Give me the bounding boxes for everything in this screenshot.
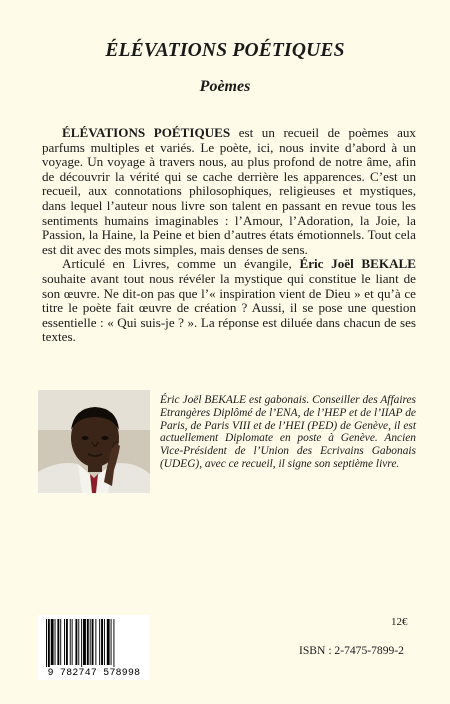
- barcode: [38, 615, 150, 675]
- barcode-bar: [64, 619, 65, 665]
- barcode-bar: [70, 619, 71, 665]
- blurb-paragraph-1: [42, 126, 416, 257]
- blurb-paragraph-2-lead: Articulé en Livres, comme un évangile,: [62, 256, 300, 272]
- barcode-bar: [101, 619, 103, 665]
- barcode-bar: [90, 619, 91, 665]
- barcode-bar: [78, 619, 79, 665]
- barcode-bar: [72, 619, 73, 665]
- isbn-number: ISBN : 2-7475-7899-2: [299, 644, 404, 657]
- barcode-bars: [38, 615, 150, 669]
- barcode-bar: [60, 619, 61, 665]
- author-bio: Éric Joël BEKALE est gabonais. Conseiller des Affaires Etrangères Diplômé de l’ENA, de l’HEP et de l’IIAP de Paris, de Paris VIII et de l’HEI (PED) de Genève, il est actuellement Diplomate en poste à Genève. Ancien Vice-Président de l’Union des Ecrivains Gabonais (UDEG), avec ce recueil, il signe son septième livre.: [160, 394, 416, 470]
- barcode-bar: [104, 619, 105, 665]
- book-subtitle: Poèmes: [199, 78, 251, 95]
- barcode-bar: [113, 619, 114, 669]
- barcode-bar: [111, 619, 112, 665]
- barcode-bar: [51, 619, 54, 665]
- barcode-bar: [92, 619, 94, 665]
- barcode-bar: [107, 619, 110, 665]
- barcode-bar: [48, 619, 50, 669]
- barcode-bar: [57, 619, 59, 665]
- book-blurb: [42, 126, 416, 345]
- blurb-title-mention: ÉLÉVATIONS POÉTIQUES: [62, 125, 231, 140]
- blurb-author-name: Éric Joël BEKALE: [299, 256, 416, 272]
- blurb-paragraph-1-text: est un recueil de poèmes aux parfums multiples et variés. Le poète, ici, nous invite d’abord à un voyage. Un voyage à travers nous, au plus profond de notre âme, afin de découvrir la vérité qui se cache derrière les apparences. C’est un recueil, aux connotations philosophiques, religieuses et mystiques, dans lequel l’auteur nous livre son talent en passant en revue tous les sentiments humains imaginables : l’Amour, l’Adoration, la Joie, la Passion, la Haine, la Peine et bien d’autres états émotionnels. Tout cela est dit avec des mots simples, mais denses de sens.: [42, 125, 416, 257]
- barcode-digits: 9 782747 578998: [38, 667, 150, 680]
- barcode-bar: [81, 619, 82, 669]
- barcode-bar: [83, 619, 86, 665]
- barcode-bar: [66, 619, 68, 665]
- barcode-bar: [87, 619, 89, 665]
- barcode-bar: [46, 619, 47, 669]
- barcode-bar: [75, 619, 77, 665]
- blurb-paragraph-2: [42, 257, 416, 345]
- barcode-bar: [55, 619, 56, 665]
- barcode-bar: [95, 619, 96, 665]
- book-price: 12€: [391, 616, 408, 628]
- author-portrait-illustration: [38, 390, 150, 493]
- book-title: ÉLÉVATIONS POÉTIQUES: [105, 40, 345, 61]
- author-photo: [38, 390, 150, 493]
- barcode-bar: [99, 619, 100, 665]
- blurb-paragraph-2-text: souhaite avant tout nous révéler la mystique qui constitue le liant de son œuvre. Ne dit-on pas que l’« inspiration vient de Dieu » et qu’à ce titre le poète fait œuvre de création ? Aussi, il se pose une question essentielle : « Qui suis-je ? ». La réponse est diluée dans chacun de ses textes.: [42, 270, 416, 345]
